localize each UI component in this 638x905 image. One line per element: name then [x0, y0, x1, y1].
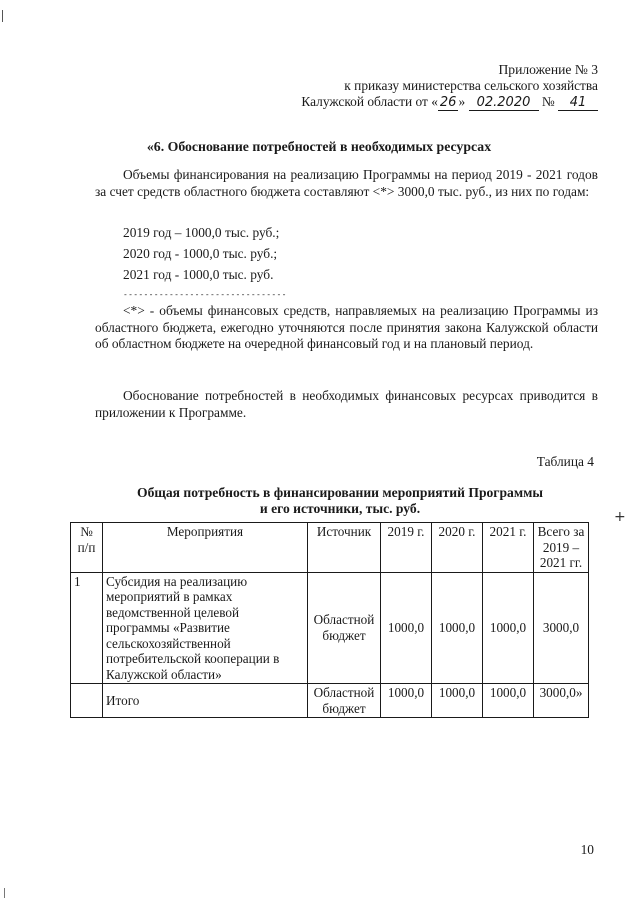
header-num: № п/п [71, 523, 103, 573]
total-num [71, 684, 103, 718]
table-row [71, 572, 589, 684]
scan-mark [2, 10, 3, 22]
annex-date-day: 26 [439, 95, 457, 110]
footnote-text: <*> - объемы финансовых средств, направляемых на реализацию Программы из областного бюджета, ежегодно уточняются после принятия закона Калужской области об областном бюджете на очередной финансовый год и на плановый период. [95, 303, 598, 351]
row-2020: 1000,0 [432, 572, 483, 684]
table-header-row [71, 523, 589, 573]
year-line-2019: 2019 год – 1000,0 тыс. руб.; [123, 225, 280, 240]
paragraph-financing: Объемы финансирования на реализацию Программы на период 2019 - 2021 годов за счет средств областного бюджета составляют <*> 3000,0 тыс. руб., из них по годам: [95, 167, 598, 199]
row-total: 3000,0 [534, 572, 589, 684]
total-2021: 1000,0 [483, 684, 534, 718]
total-2019: 1000,0 [381, 684, 432, 718]
annex-header [301, 62, 598, 111]
margin-mark: + [614, 509, 626, 525]
scan-mark [4, 888, 5, 898]
annex-number: 41 [558, 96, 598, 111]
footnote-separator: -------------------------------- [123, 290, 287, 299]
year-line-2021: 2021 год - 1000,0 тыс. руб. [123, 267, 274, 282]
annex-date-prefix: Калужской области от « [301, 94, 438, 109]
annex-title: Приложение № 3 [498, 62, 598, 77]
row-measure: Субсидия на реализацию мероприятий в рамках ведомственной целевой программы «Развитие сельскохозяйственной потребительской кооперации в Калужской области» [103, 572, 308, 684]
total-measure: Итого [103, 684, 308, 718]
header-measures: Мероприятия [103, 523, 308, 573]
table-caption: Таблица 4 [536, 454, 594, 469]
table-row-total [71, 684, 589, 718]
annex-date-mid: » [458, 94, 466, 109]
annex-date-month-year: 02.2020 [469, 96, 539, 111]
total-total: 3000,0» [534, 684, 589, 718]
annex-date-line [301, 94, 598, 111]
total-source: Областной бюджет [308, 684, 381, 718]
row-source: Областной бюджет [308, 572, 381, 684]
header-2019: 2019 г. [381, 523, 432, 573]
total-2020: 1000,0 [432, 684, 483, 718]
table-title-line2: и его источники, тыс. руб. [259, 501, 421, 516]
header-2020: 2020 г. [432, 523, 483, 573]
row-2019: 1000,0 [381, 572, 432, 684]
paragraph-justification: Обоснование потребностей в необходимых финансовых ресурсах приводится в приложении к Программе. [95, 388, 598, 420]
header-total: Всего за 2019 – 2021 гг. [534, 523, 589, 573]
annex-order: к приказу министерства сельского хозяйства [344, 78, 598, 93]
header-2021: 2021 г. [483, 523, 534, 573]
header-source: Источник [308, 523, 381, 573]
table-title-line1: Общая потребность в финансировании мероприятий Программы [137, 485, 543, 500]
section-heading: «6. Обоснование потребностей в необходимых ресурсах [146, 139, 492, 154]
row-num: 1 [71, 572, 103, 684]
page-number: 10 [580, 842, 594, 857]
year-line-2020: 2020 год - 1000,0 тыс. руб.; [123, 246, 278, 261]
row-2021: 1000,0 [483, 572, 534, 684]
annex-number-label: № [541, 94, 555, 109]
table-title [60, 485, 620, 517]
funding-table [70, 522, 589, 718]
